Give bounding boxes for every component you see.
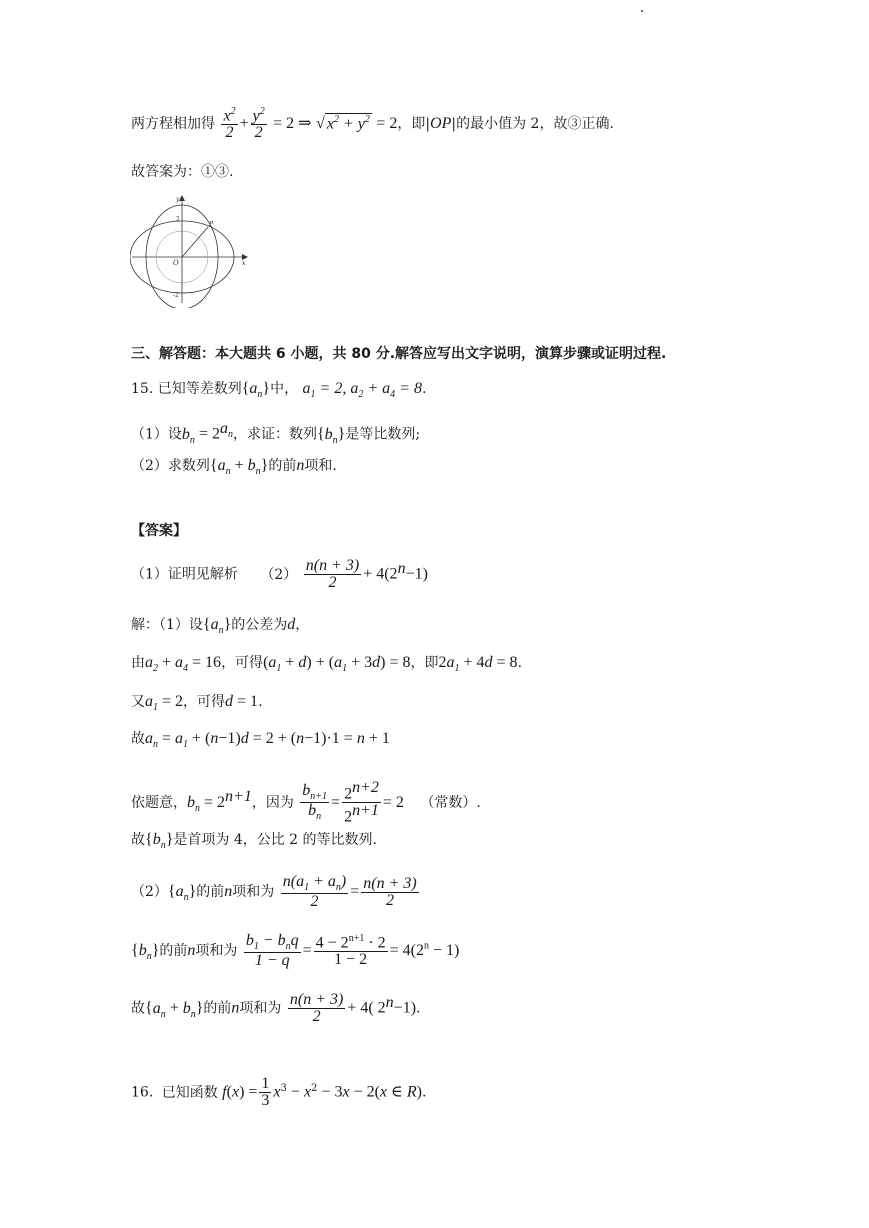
label-p: P <box>209 221 214 228</box>
sol8-mid: 的前 <box>159 943 188 960</box>
frac-2n2-over-2n1: $\frac{2^{n+2}}{2^{n+1}}$ <box>344 779 379 826</box>
label-y: y <box>176 196 180 203</box>
q15-1-end: 是等比数列; <box>345 426 421 443</box>
label-x: x <box>242 260 246 267</box>
frac-geo-values: $\frac{4 - 2^{n+1} \cdot 2}{1 - 2}$ <box>315 932 386 969</box>
sol9-n: n <box>231 999 240 1017</box>
frac-n-n3-over-2: $\frac{n(n + 3)}{2}$ <box>305 557 360 591</box>
sol5-text: 依题意， <box>131 794 187 811</box>
sol3-end: . <box>258 694 263 710</box>
label-o: O <box>173 259 179 267</box>
line1-mid: ，即| <box>397 116 431 133</box>
sol7-text: （2） <box>131 884 168 901</box>
q15-cond: $a_1 = 2$, $a_2 + a_4 = 8$ <box>302 380 422 401</box>
sol9-text: 故 <box>131 1000 145 1017</box>
question-15-part2: （2）求数列$\{a_n + b_n\}$的前n项和. <box>131 457 337 478</box>
line1-sqrt-eq: = 2 <box>376 115 398 133</box>
label-bottom: -2 <box>173 292 179 299</box>
q16-num: 16. <box>131 1084 154 1101</box>
question-15: 15. 已知等差数列$\{a_n\}$中， $a_1 = 2$, $a_2 + a_4 = 8$. <box>131 380 427 401</box>
sol6-end: 是首项为 4，公比 2 的等比数列. <box>173 832 377 848</box>
frac-one-third: $\frac{1}{3}$ <box>261 1075 270 1109</box>
solution-line-3: 又$a_1 = 2$，可得d = 1. <box>131 693 263 714</box>
frac-final: $\frac{n(n + 3)}{2}$ <box>289 991 344 1025</box>
sol9-end: . <box>416 1000 421 1017</box>
solution-line-8: $\{b_n\}$的前n项和为 $\frac{b_1 - b_nq}{1 - q}$ = $\frac{4 - 2^{n+1} \cdot 2}{1 - 2}$ = $4(2^n - 1)$ <box>131 932 460 970</box>
answer-line-1: 故答案为：①③. <box>131 164 234 180</box>
q15-1-label: （1）设 <box>131 426 182 443</box>
line-sum-equations: 两方程相加得 $\frac{x^2}{2}$ + $\frac{y^2}{2}$ = 2 ⇒ √ $x^2 + y^2 = 2$，即|OP|的最小值为 2，故③正确. <box>131 106 614 142</box>
q15-1-text: ，求证：数列 <box>232 426 317 443</box>
sol5-end: （常数）. <box>420 794 481 811</box>
sol1-text: 解：（1）设 <box>131 617 203 633</box>
sol1-d: d <box>287 616 296 633</box>
sol1-mid: 的公差为 <box>231 617 288 633</box>
line1-eq: = 2 ⇒ <box>273 115 312 133</box>
q15-num: 15. <box>131 381 154 397</box>
q15-2-n: n <box>296 457 305 474</box>
frac-x2-over-2: $\frac{x^2}{2}$ <box>223 106 236 142</box>
frac-y2-over-2: $\frac{y^2}{2}$ <box>252 106 265 142</box>
sqrt-expr: $x^2 + y^2$ <box>326 113 370 133</box>
q15-2-label: （2）求数列 <box>131 458 210 474</box>
sol3-mid: ，可得 <box>183 694 226 710</box>
question-16: 16. 已知函数 f(x) = $\frac{1}{3}$ $x^3 - x^2 - 3x - 2(x$ ∈ R). <box>131 1075 427 1109</box>
sol8-mid2: 项和为 <box>195 943 238 960</box>
frac-bn1-over-bn: $\frac{b_{n+1}}{b_n}$ <box>302 782 328 823</box>
answer-p2: （2） <box>260 566 298 583</box>
sol5-mid: ，因为 <box>251 794 294 811</box>
frac-geo-sum: $\frac{b_1 - b_nq}{1 - q}$ <box>245 932 299 970</box>
q15-2-end: 的前 <box>268 458 297 474</box>
ellipse-figure <box>130 193 250 308</box>
answer-heading: 【答案】 <box>131 523 187 539</box>
sol2-mid: ，可得 <box>221 655 264 671</box>
frac-n-n3: $\frac{n(n + 3)}{2}$ <box>363 874 417 909</box>
q15-end: . <box>421 381 427 397</box>
frac-sum-an: $\frac{n(a_1 + a_n)}{2}$ <box>282 873 347 911</box>
q15-text2: 中， <box>270 381 299 397</box>
sol2-text: 由 <box>131 655 145 671</box>
scan-dot <box>641 10 643 12</box>
section-heading: 三、解答题：本大题共 6 小题，共 80 分.解答应写出文字说明，演算步骤或证明过程. <box>131 346 667 362</box>
solution-line-4: 故$a_n = a_1 + (n-1)d = 2 + (n-1)\cdot 1 = n + 1$ <box>131 730 390 751</box>
solution-line-5: 依题意，$b_n = 2^{n+1}$，因为 $\frac{b_{n+1}}{b_n}$ = $\frac{2^{n+2}}{2^{n+1}}$ = 2 （常数）. <box>131 779 481 826</box>
line1-suffix: |的最小值为 2，故③正确. <box>451 116 614 133</box>
solution-line-1: 解：（1）设$\{a_n\}$的公差为d， <box>131 616 310 637</box>
sol6-text: 故 <box>131 832 145 848</box>
sol8-n: n <box>187 942 196 960</box>
sol7-n: n <box>224 883 233 901</box>
sol7-mid: 的前 <box>196 884 225 901</box>
y-arrow <box>179 195 185 201</box>
q15-text1: 已知等差数列 <box>157 381 242 397</box>
answer-summary: （1）证明见解析 （2） $\frac{n(n + 3)}{2}$ + $4(2^n-1)$ <box>131 557 428 591</box>
label-top: 2 <box>176 216 180 223</box>
q16-text: 已知函数 <box>161 1084 218 1101</box>
q16-end: . <box>421 1084 427 1101</box>
sol3-text: 又 <box>131 694 145 710</box>
sol9-mid2: 项和为 <box>239 1000 282 1017</box>
sol2-mid2: ，即 <box>410 655 439 671</box>
question-15-part1: （1）设$b_n = 2^{a_n}$，求证：数列$\{b_n\}$是等比数列; <box>131 420 421 446</box>
answer-p1: （1）证明见解析 <box>131 566 238 583</box>
sol9-mid: 的前 <box>203 1000 232 1017</box>
solution-line-6: 故$\{b_n\}$是首项为 4，公比 2 的等比数列. <box>131 831 377 852</box>
sol7-mid2: 项和为 <box>232 884 275 901</box>
sol4-text: 故 <box>131 731 145 747</box>
line1-op: OP <box>430 115 452 133</box>
solution-line-2: 由$a_2 + a_4 = 16$，可得$(a_1 + d) + (a_1 + 3d) = 8$，即$2a_1 + 4d = 8$. <box>131 654 523 675</box>
q15-2-tail: 项和. <box>304 458 337 474</box>
sol2-end: . <box>517 655 523 671</box>
sol1-end: ， <box>295 617 310 633</box>
solution-line-7: $(2)\{a_n\}$的前n项和为 $\frac{n(a_1 + a_n)}{2}$ = $\frac{n(n + 3)}{2}$ <box>131 873 417 911</box>
line1-prefix: 两方程相加得 <box>131 116 215 133</box>
solution-line-9: 故$\{a_n + b_n\}$的前n项和为 $\frac{n(n + 3)}{2}$ + 4( $2^n-1$). <box>131 991 421 1025</box>
